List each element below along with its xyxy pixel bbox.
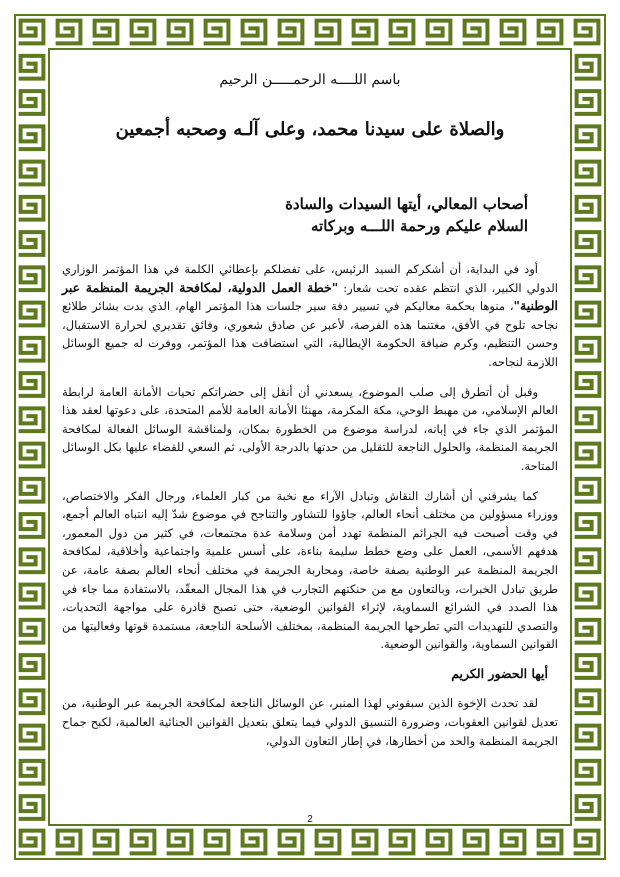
greeting-line-2: السلام عليكم ورحمة اللـــه وبركاته <box>311 217 528 235</box>
meander-tile <box>465 831 488 854</box>
meander-tile <box>95 21 118 44</box>
meander-tile <box>577 303 600 326</box>
meander-tile <box>21 585 44 608</box>
meander-tile <box>577 585 600 608</box>
conference-slogan: "خطة العمل الدولية، لمكافحة الجريمة المنظمة عبر الوطنية" <box>62 279 558 314</box>
meander-tile <box>21 726 44 749</box>
meander-tile <box>577 126 600 149</box>
meander-tile <box>391 831 414 854</box>
meander-tile <box>577 514 600 537</box>
meander-tile <box>577 655 600 678</box>
meander-tile <box>21 373 44 396</box>
meander-tile <box>502 21 525 44</box>
paragraph-1-part-1: أود في البداية، أن أشكركم السيد الرئيس، على تفضلكم بإعطائي الكلمة في هذا المؤتمر الوزاري الدولي الكبير، الذي انتظم عقده تحت شعار: <box>62 262 558 295</box>
paragraph-4: لقد تحدث الإخوة الذين سبقوني لهذا المنبر، عن الوسائل الناجعة لمكافحة الجريمة عبر الوطنية، من تعديل لقوانين العقوبات، وضرورة التنسيق الدولي فيما يتعلق بتعديل القوانين الجنائية العالمية، لكبح جماح الجريمة المنظمة والحد من أخطارها، في إطار التعاون الدولي، <box>62 696 558 748</box>
meander-tile <box>95 831 118 854</box>
meander-tile <box>428 831 451 854</box>
meander-tile <box>280 831 303 854</box>
greeting-line-1: أصحاب المعالي، أيتها السيدات والسادة <box>285 195 528 213</box>
meander-tile <box>58 831 81 854</box>
meander-tile <box>577 232 600 255</box>
meander-tile <box>577 549 600 572</box>
meander-tile <box>280 21 303 44</box>
meander-tile <box>577 408 600 431</box>
meander-tile <box>21 232 44 255</box>
meander-tile <box>21 408 44 431</box>
meander-tile <box>317 831 340 854</box>
meander-tile <box>21 514 44 537</box>
meander-tile <box>577 267 600 290</box>
meander-tile <box>206 831 229 854</box>
meander-tile <box>21 690 44 713</box>
meander-tile <box>577 479 600 502</box>
meander-tile <box>21 444 44 467</box>
meander-tile <box>21 620 44 643</box>
meander-tile <box>354 21 377 44</box>
meander-tile <box>21 761 44 784</box>
meander-tile <box>206 21 229 44</box>
meander-tile <box>317 21 340 44</box>
meander-tile <box>576 21 599 44</box>
section-heading: أيها الحضور الكريم <box>451 665 548 681</box>
meander-tile <box>577 56 600 79</box>
meander-tile <box>577 91 600 114</box>
meander-tile <box>577 761 600 784</box>
meander-tile <box>21 655 44 678</box>
page-number: 2 <box>307 814 313 825</box>
meander-tile <box>428 21 451 44</box>
meander-tile <box>577 690 600 713</box>
meander-tile <box>21 91 44 114</box>
meander-tile <box>577 197 600 220</box>
meander-tile <box>243 831 266 854</box>
meander-tile <box>391 21 414 44</box>
meander-tile <box>169 21 192 44</box>
meander-tile <box>576 831 599 854</box>
meander-tile <box>21 338 44 361</box>
meander-tile <box>465 21 488 44</box>
paragraph-2: وقبل أن أتطرق إلى صلب الموضوع، يسعدني أن أنقل إلى حضراتكم تحيات الأمانة العامة لرابطة العالم الإسلامي، من مهبط الوحي، مكة المكرمة، مهنئا الأمانة العامة للأمم المتحدة، على دعوتها لعقد هذا المؤتمر الذي جاء في إبانه، لدراسة موضوع من الخطورة بمكان، ولمناقشة الوسائل الفعالة لمكافحة الجريمة المنظمة، والحلول الناجعة للتقليل من حدتها بالدرجة الأولى، ثم السعي للقضاء عليها بكل الوسائل المتاحة. <box>62 384 558 473</box>
meander-tile <box>21 126 44 149</box>
meander-tile <box>21 21 44 44</box>
meander-tile <box>502 831 525 854</box>
meander-tile <box>58 21 81 44</box>
paragraph-1 <box>62 260 558 372</box>
paragraph-3: كما يشرفني أن أشارك النقاش وتبادل الآراء مع نخبة من كبار العلماء، ورجال الفكر والاختصاص، ووزراء مسؤولين من مختلف أنحاء العالم، جاؤوا للتشاور والتناجح في موضوع شدّ إليه انتباه العالم أجمع، في وقت أصبحت فيه الجرائم المنظمة تهدد أمن وسلامة عدة مجتمعات، في كثير من دول المعمور، هدفهم الأسمى، العمل على وضع خطط سليمة بناءة، على أسس علمية واجتماعية وأخلاقية، لمكافحة الجريمة المنظمة عبر الوطنية بصفة خاصة، ومحاربة الجريمة في مختلف أنحاء العالم بصفة عامة، عن طريق تبادل الخبرات، وبالتعاون مع من حنكتهم التجارب في هذا المجال المعقّد، بالاستفادة مما جاء في هذا الصدد في الشرائع السماوية، لإثراء القوانين الوضعية، حتى تصبح قادرة على مواجهة التحديات، والتصدي للتهديدات التي تطرحها الجريمة المنظمة، بمختلف الأسلحة الناجعة، مستمدة قوتها وفعاليتها من القوانين السماوية، والقوانين الوضعية. <box>62 488 558 652</box>
meander-tile <box>539 21 562 44</box>
salat-heading: والصلاة على سيدنا محمد، وعلى آلـه وصحبه أجمعين <box>115 119 505 140</box>
meander-tile <box>577 726 600 749</box>
meander-tile <box>132 831 155 854</box>
meander-tile <box>21 303 44 326</box>
meander-tile <box>577 338 600 361</box>
meander-tile <box>577 444 600 467</box>
meander-tile <box>21 831 44 854</box>
meander-tile <box>577 620 600 643</box>
paragraph-1-part-2: ، منوها بحكمة معاليكم في تسيير دفة سير جلسات هذا المؤتمر الهام، الذي بدت بشائر طلائع نجاحه تلوح في الأفق، مغتنما هذه الفرصة، لأعبر عن صادق شعوري، وفائق تقديري لحرارة الاستقبال، وحسن التنظيم، وكرم ضيافة الحكومة الإيطالية، التي استضافت هذا المؤتمر، ووفرت له جميع الوسائل اللازمة لنجاحه. <box>62 299 558 369</box>
page-content <box>62 62 558 814</box>
meander-tile <box>132 21 155 44</box>
meander-tile <box>21 479 44 502</box>
meander-tile <box>21 267 44 290</box>
meander-tile <box>169 831 192 854</box>
meander-tile <box>354 831 377 854</box>
speech-body <box>62 260 558 761</box>
bismillah-heading: باسم اللــــه الرحمـــــن الرحيم <box>219 72 401 88</box>
meander-tile <box>539 831 562 854</box>
meander-tile <box>21 197 44 220</box>
meander-tile <box>577 162 600 185</box>
meander-tile <box>21 549 44 572</box>
meander-tile <box>21 56 44 79</box>
meander-tile <box>243 21 266 44</box>
meander-tile <box>21 162 44 185</box>
meander-tile <box>577 373 600 396</box>
